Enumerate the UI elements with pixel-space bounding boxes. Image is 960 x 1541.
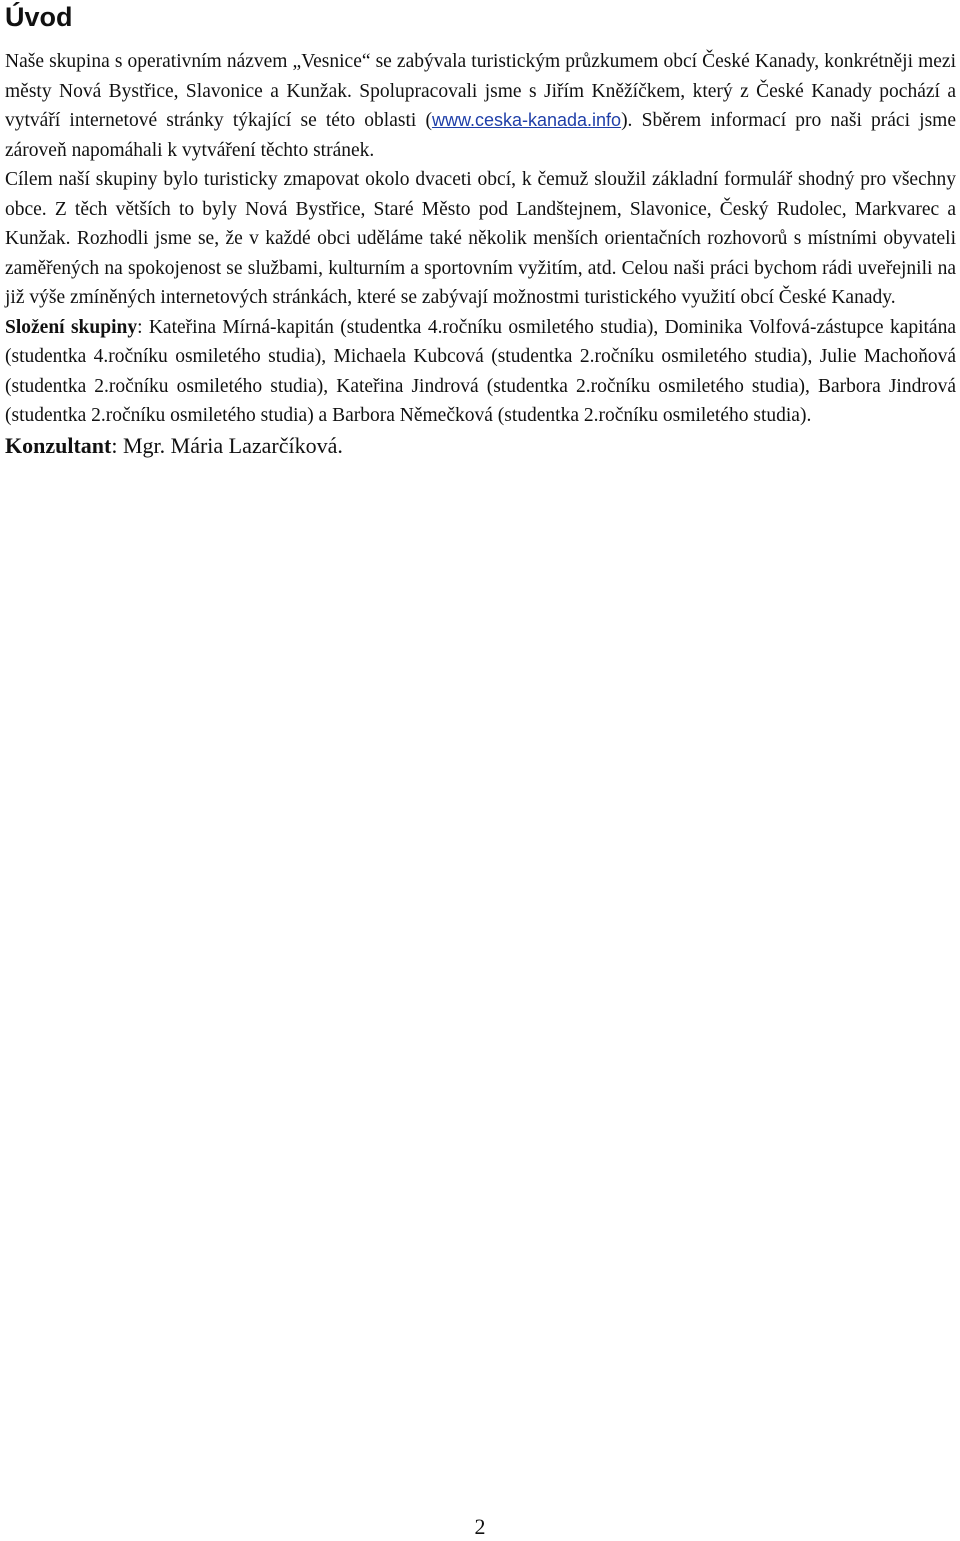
page-number: 2 <box>474 1514 486 1539</box>
group-paragraph <box>5 313 956 431</box>
group-members-text: : Kateřina Mírná-kapitán (studentka 4.ročníku osmiletého studia), Dominika Volfová-zástupce kapitána (studentka 4.ročníku osmiletého studia), Michaela Kubcová (studentka 2.ročníku osmiletého studia), Julie Machoňová (studentka 2.ročníku osmiletého studia), Kateřina Jindrová (studentka 2.ročníku osmiletého studia), Barbora Jindrová (studentka 2.ročníku osmiletého studia) a Barbora Němečková (studentka 2.ročníku osmiletého studia). <box>5 316 956 426</box>
intro-text-part2: ). Sběrem informací pro naši práci jsme zároveň napomáhali k vytváření těchto stránek. <box>5 110 956 161</box>
page-title: Úvod <box>5 2 73 32</box>
consultant-name: : Mgr. Mária Lazarčíková. <box>111 432 343 458</box>
intro-text-part1: Naše skupina s operativním názvem „Vesnice“ se zabývala turistickým průzkumem obcí České Kanady, konkrétněji mezi městy Nová Bystřice, Slavonice a Kunžak. Spolupracovali jsme s Jiřím Kněžíčkem, který z České Kanady pochází a vytváří internetové stránky týkající se této oblasti ( <box>5 51 956 131</box>
consultant-paragraph <box>5 431 956 461</box>
document-body <box>5 47 956 461</box>
website-link[interactable]: www.ceska-kanada.info <box>431 110 622 130</box>
group-label: Složení skupiny <box>5 316 138 338</box>
consultant-label: Konzultant <box>5 432 112 458</box>
intro-paragraph <box>5 47 956 165</box>
goal-paragraph: Cílem naší skupiny bylo turisticky zmapovat okolo dvaceti obcí, k čemuž sloužil základní formulář shodný pro všechny obce. Z těch větších to byly Nová Bystřice, Staré Město pod Landštejnem, Slavonice, Český Rudolec, Markvarec a Kunžak. Rozhodli jsme se, že v každé obci uděláme také několik menších orientačních rozhovorů s místními obyvateli zaměřených na spokojenost se službami, kulturním a sportovním vyžitím, atd. Celou naši práci bychom rádi uveřejnili na již výše zmíněných internetových stránkách, které se zabývají možnostmi turistického využití obcí České Kanady. <box>5 169 956 308</box>
